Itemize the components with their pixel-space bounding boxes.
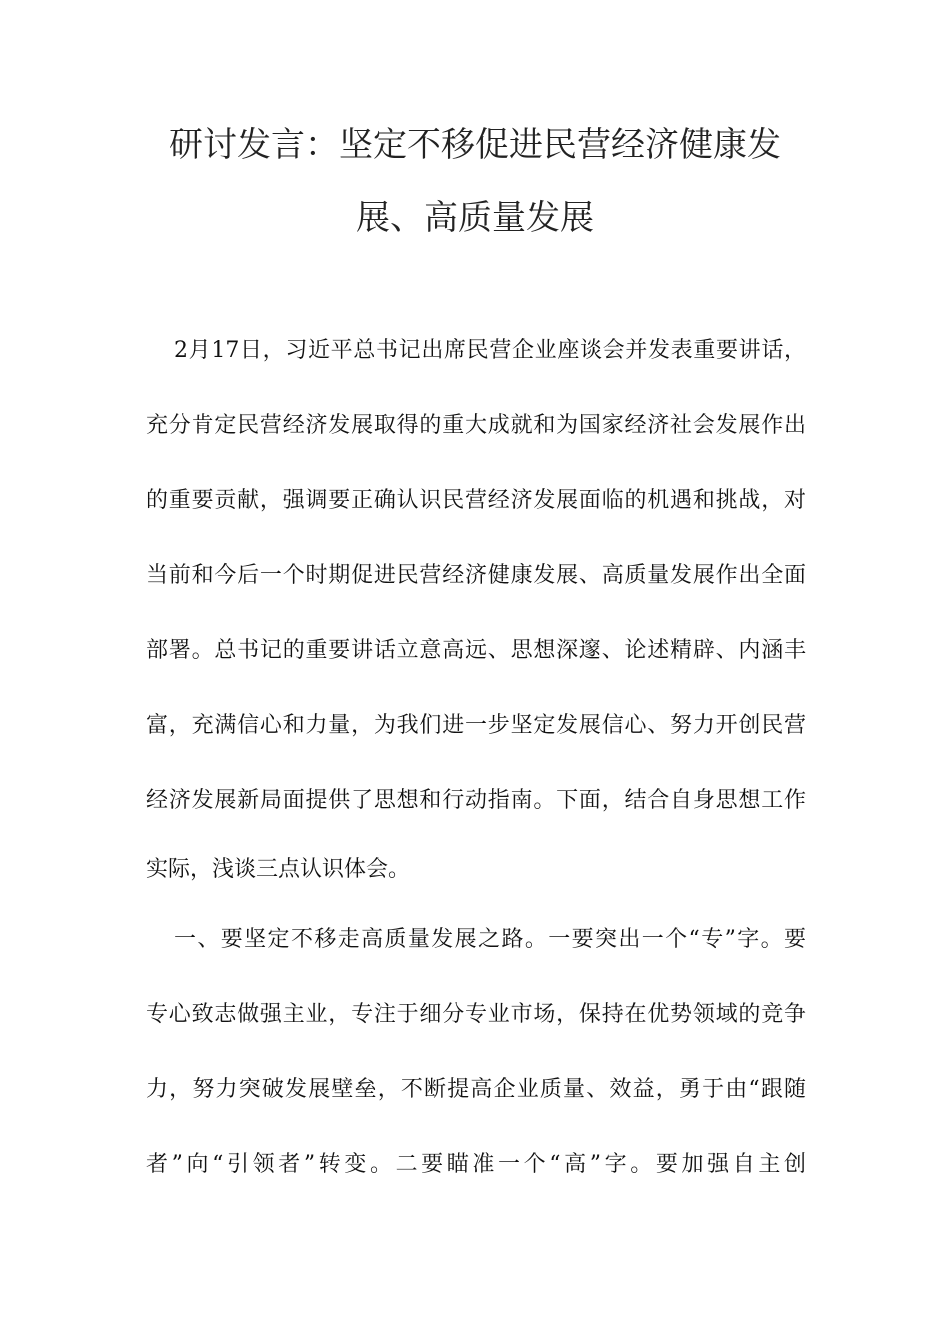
paragraph-line: 一、要坚定不移走高质量发展之路。一要突出一个“专”字。要 xyxy=(174,927,806,952)
paragraph-line: 力，努力突破发展壁垒，不断提高企业质量、效益，勇于由“跟随 xyxy=(146,1077,806,1102)
document-title-line-2: 展、高质量发展 xyxy=(356,198,594,238)
paragraph-line: 2月17日，习近平总书记出席民营企业座谈会并发表重要讲话， xyxy=(174,338,806,363)
document-title-line-1: 研讨发言：坚定不移促进民营经济健康发 xyxy=(169,125,781,165)
paragraph-line: 的重要贡献，强调要正确认识民营经济发展面临的机遇和挑战，对 xyxy=(146,488,806,513)
paragraph-line: 充分肯定民营经济发展取得的重大成就和为国家经济社会发展作出 xyxy=(146,413,806,438)
paragraph-line: 部署。总书记的重要讲话立意高远、思想深邃、论述精辟、内涵丰 xyxy=(146,638,806,663)
paragraph-line: 者”向“引领者”转变。二要瞄准一个“高”字。要加强自主创 xyxy=(146,1152,806,1177)
paragraph-line: 实际，浅谈三点认识体会。 xyxy=(146,857,411,882)
paragraph-line: 专心致志做强主业，专注于细分专业市场，保持在优势领域的竞争 xyxy=(146,1002,806,1027)
paragraph-line: 经济发展新局面提供了思想和行动指南。下面，结合自身思想工作 xyxy=(146,788,806,813)
paragraph-line: 当前和今后一个时期促进民营经济健康发展、高质量发展作出全面 xyxy=(146,563,806,588)
paragraph-line: 富，充满信心和力量，为我们进一步坚定发展信心、努力开创民营 xyxy=(146,713,806,738)
